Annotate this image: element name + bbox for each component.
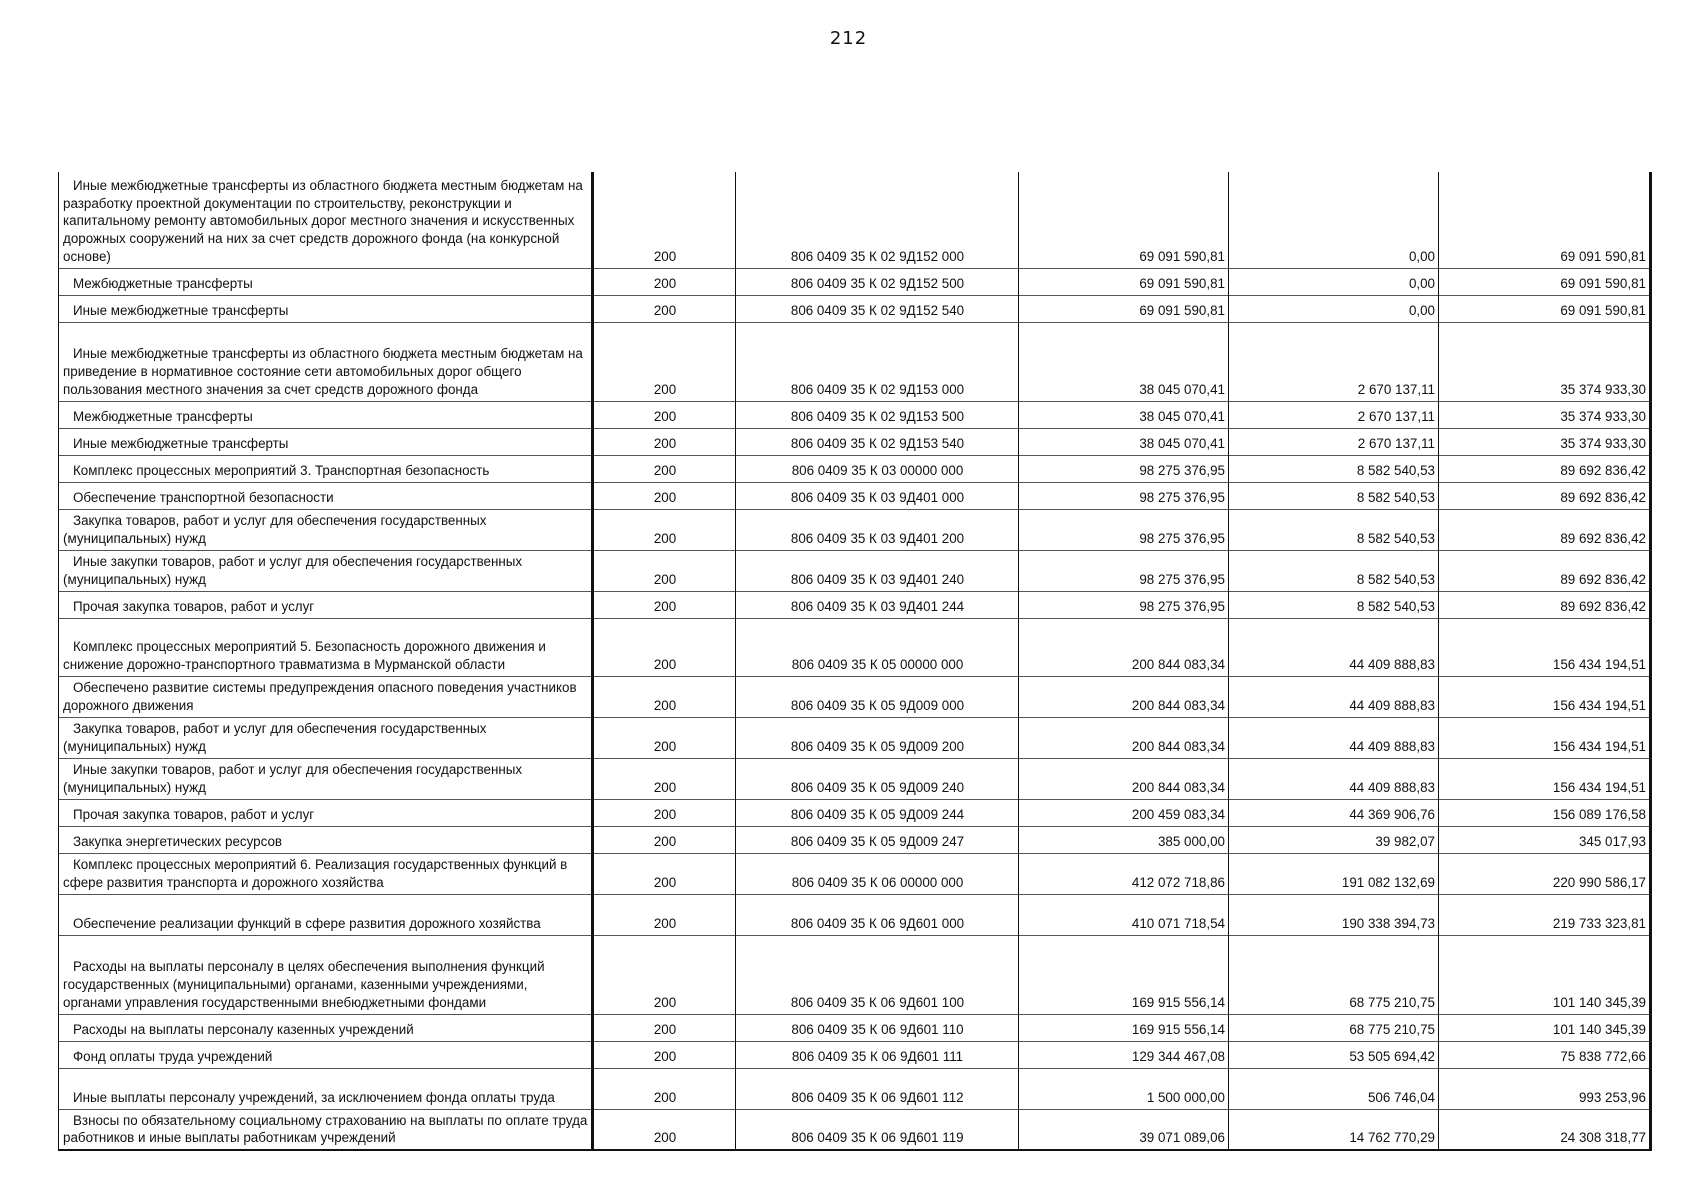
row-unexecuted-amount: 219 733 323,81 bbox=[1439, 894, 1651, 935]
row-executed-amount: 68 775 210,75 bbox=[1229, 1014, 1439, 1041]
row-budget-code: 806 0409 35 К 03 9Д401 244 bbox=[736, 591, 1019, 618]
row-unexecuted-amount: 35 374 933,30 bbox=[1439, 401, 1651, 428]
table-row bbox=[59, 550, 1651, 591]
row-admin-code: 200 bbox=[593, 676, 736, 717]
table-row bbox=[59, 401, 1651, 428]
row-admin-code: 200 bbox=[593, 1041, 736, 1068]
row-admin-code: 200 bbox=[593, 1014, 736, 1041]
row-unexecuted-amount: 156 089 176,58 bbox=[1439, 799, 1651, 826]
row-budget-code: 806 0409 35 К 06 9Д601 111 bbox=[736, 1041, 1019, 1068]
row-admin-code: 200 bbox=[593, 853, 736, 894]
row-name bbox=[59, 935, 593, 1014]
row-name bbox=[59, 758, 593, 799]
row-name-text: Прочая закупка товаров, работ и услуг bbox=[73, 806, 315, 822]
row-approved-amount: 200 844 083,34 bbox=[1019, 618, 1229, 676]
row-executed-amount: 8 582 540,53 bbox=[1229, 509, 1439, 550]
table-row bbox=[59, 1068, 1651, 1109]
row-admin-code: 200 bbox=[593, 758, 736, 799]
row-approved-amount: 200 844 083,34 bbox=[1019, 676, 1229, 717]
row-name-text: Комплекс процессных мероприятий 6. Реализация государственных функций в сфере развития транспорта и дорожного хозяйства bbox=[63, 857, 568, 890]
table-row bbox=[59, 717, 1651, 758]
row-budget-code: 806 0409 35 К 06 9Д601 110 bbox=[736, 1014, 1019, 1041]
row-name-text: Прочая закупка товаров, работ и услуг bbox=[73, 598, 315, 614]
row-approved-amount: 69 091 590,81 bbox=[1019, 172, 1229, 268]
row-unexecuted-amount: 156 434 194,51 bbox=[1439, 717, 1651, 758]
row-budget-code: 806 0409 35 К 06 00000 000 bbox=[736, 853, 1019, 894]
table-row bbox=[59, 428, 1651, 455]
row-executed-amount: 44 409 888,83 bbox=[1229, 717, 1439, 758]
row-admin-code: 200 bbox=[593, 1068, 736, 1109]
row-budget-code: 806 0409 35 К 02 9Д152 500 bbox=[736, 268, 1019, 295]
row-name bbox=[59, 401, 593, 428]
row-admin-code: 200 bbox=[593, 455, 736, 482]
row-unexecuted-amount: 101 140 345,39 bbox=[1439, 935, 1651, 1014]
row-approved-amount: 98 275 376,95 bbox=[1019, 509, 1229, 550]
row-admin-code: 200 bbox=[593, 428, 736, 455]
row-name bbox=[59, 428, 593, 455]
row-name bbox=[59, 1014, 593, 1041]
table-row bbox=[59, 1041, 1651, 1068]
row-executed-amount: 44 409 888,83 bbox=[1229, 758, 1439, 799]
row-budget-code: 806 0409 35 К 02 9Д152 000 bbox=[736, 172, 1019, 268]
budget-execution-table bbox=[58, 172, 1652, 1151]
row-budget-code: 806 0409 35 К 05 9Д009 244 bbox=[736, 799, 1019, 826]
row-name-text: Иные межбюджетные трансферты из областного бюджета местным бюджетам на приведение в нормативное состояние сети автомобильных дорог общего пользования местного значения за счет средств дорожного фонда bbox=[63, 346, 583, 397]
row-budget-code: 806 0409 35 К 06 9Д601 119 bbox=[736, 1109, 1019, 1150]
row-budget-code: 806 0409 35 К 05 9Д009 200 bbox=[736, 717, 1019, 758]
row-executed-amount: 44 409 888,83 bbox=[1229, 618, 1439, 676]
row-approved-amount: 98 275 376,95 bbox=[1019, 482, 1229, 509]
row-name bbox=[59, 826, 593, 853]
row-budget-code: 806 0409 35 К 05 9Д009 240 bbox=[736, 758, 1019, 799]
row-name bbox=[59, 1041, 593, 1068]
row-unexecuted-amount: 220 990 586,17 bbox=[1439, 853, 1651, 894]
table-row bbox=[59, 268, 1651, 295]
row-name-text: Межбюджетные трансферты bbox=[73, 408, 253, 424]
row-unexecuted-amount: 156 434 194,51 bbox=[1439, 758, 1651, 799]
row-name-text: Взносы по обязательному социальному страхованию на выплаты по оплате труда работников и иные выплаты работникам учреждений bbox=[63, 1112, 588, 1146]
row-approved-amount: 1 500 000,00 bbox=[1019, 1068, 1229, 1109]
row-admin-code: 200 bbox=[593, 295, 736, 322]
row-name bbox=[59, 295, 593, 322]
row-name bbox=[59, 676, 593, 717]
row-approved-amount: 38 045 070,41 bbox=[1019, 401, 1229, 428]
row-approved-amount: 200 844 083,34 bbox=[1019, 758, 1229, 799]
row-admin-code: 200 bbox=[593, 401, 736, 428]
table-row bbox=[59, 591, 1651, 618]
row-name bbox=[59, 618, 593, 676]
row-name bbox=[59, 1109, 593, 1150]
table-row bbox=[59, 322, 1651, 401]
table-row bbox=[59, 482, 1651, 509]
row-executed-amount: 14 762 770,29 bbox=[1229, 1109, 1439, 1150]
row-name bbox=[59, 482, 593, 509]
row-unexecuted-amount: 101 140 345,39 bbox=[1439, 1014, 1651, 1041]
table-row bbox=[59, 676, 1651, 717]
row-unexecuted-amount: 89 692 836,42 bbox=[1439, 455, 1651, 482]
row-budget-code: 806 0409 35 К 06 9Д601 100 bbox=[736, 935, 1019, 1014]
row-budget-code: 806 0409 35 К 05 9Д009 247 bbox=[736, 826, 1019, 853]
row-approved-amount: 410 071 718,54 bbox=[1019, 894, 1229, 935]
row-name bbox=[59, 717, 593, 758]
row-executed-amount: 0,00 bbox=[1229, 268, 1439, 295]
row-name-text: Обеспечение реализации функций в сфере развития дорожного хозяйства bbox=[73, 915, 541, 931]
row-admin-code: 200 bbox=[593, 717, 736, 758]
row-name bbox=[59, 591, 593, 618]
table-row bbox=[59, 509, 1651, 550]
table-row bbox=[59, 295, 1651, 322]
row-name-text: Иные межбюджетные трансферты bbox=[73, 302, 289, 318]
row-executed-amount: 53 505 694,42 bbox=[1229, 1041, 1439, 1068]
row-unexecuted-amount: 35 374 933,30 bbox=[1439, 322, 1651, 401]
row-approved-amount: 39 071 089,06 bbox=[1019, 1109, 1229, 1150]
table-row bbox=[59, 894, 1651, 935]
row-approved-amount: 169 915 556,14 bbox=[1019, 935, 1229, 1014]
row-name-text: Комплекс процессных мероприятий 3. Транспортная безопасность bbox=[73, 462, 490, 478]
row-admin-code: 200 bbox=[593, 799, 736, 826]
row-budget-code: 806 0409 35 К 06 9Д601 000 bbox=[736, 894, 1019, 935]
row-executed-amount: 8 582 540,53 bbox=[1229, 482, 1439, 509]
row-admin-code: 200 bbox=[593, 591, 736, 618]
row-unexecuted-amount: 89 692 836,42 bbox=[1439, 509, 1651, 550]
row-name bbox=[59, 322, 593, 401]
row-executed-amount: 8 582 540,53 bbox=[1229, 455, 1439, 482]
row-unexecuted-amount: 993 253,96 bbox=[1439, 1068, 1651, 1109]
row-executed-amount: 2 670 137,11 bbox=[1229, 401, 1439, 428]
row-approved-amount: 412 072 718,86 bbox=[1019, 853, 1229, 894]
row-executed-amount: 0,00 bbox=[1229, 295, 1439, 322]
row-approved-amount: 98 275 376,95 bbox=[1019, 550, 1229, 591]
row-budget-code: 806 0409 35 К 02 9Д153 540 bbox=[736, 428, 1019, 455]
row-approved-amount: 129 344 467,08 bbox=[1019, 1041, 1229, 1068]
row-approved-amount: 69 091 590,81 bbox=[1019, 268, 1229, 295]
row-name-text: Расходы на выплаты персоналу казенных учреждений bbox=[73, 1021, 414, 1037]
row-budget-code: 806 0409 35 К 05 9Д009 000 bbox=[736, 676, 1019, 717]
row-executed-amount: 190 338 394,73 bbox=[1229, 894, 1439, 935]
table-row bbox=[59, 1014, 1651, 1041]
row-budget-code: 806 0409 35 К 03 00000 000 bbox=[736, 455, 1019, 482]
row-name bbox=[59, 853, 593, 894]
row-name-text: Иные закупки товаров, работ и услуг для обеспечения государственных (муниципальных) нужд bbox=[63, 554, 523, 587]
row-budget-code: 806 0409 35 К 02 9Д152 540 bbox=[736, 295, 1019, 322]
row-approved-amount: 38 045 070,41 bbox=[1019, 428, 1229, 455]
table-row bbox=[59, 455, 1651, 482]
row-approved-amount: 98 275 376,95 bbox=[1019, 591, 1229, 618]
table-row bbox=[59, 826, 1651, 853]
table-row bbox=[59, 172, 1651, 268]
row-name-text: Иные межбюджетные трансферты bbox=[73, 435, 289, 451]
row-name bbox=[59, 1068, 593, 1109]
row-approved-amount: 169 915 556,14 bbox=[1019, 1014, 1229, 1041]
row-name-text: Иные закупки товаров, работ и услуг для обеспечения государственных (муниципальных) нужд bbox=[63, 762, 523, 795]
row-unexecuted-amount: 156 434 194,51 bbox=[1439, 618, 1651, 676]
page-number: 212 bbox=[829, 28, 868, 49]
row-executed-amount: 2 670 137,11 bbox=[1229, 428, 1439, 455]
row-admin-code: 200 bbox=[593, 172, 736, 268]
row-name bbox=[59, 172, 593, 268]
row-approved-amount: 98 275 376,95 bbox=[1019, 455, 1229, 482]
row-unexecuted-amount: 69 091 590,81 bbox=[1439, 268, 1651, 295]
row-unexecuted-amount: 89 692 836,42 bbox=[1439, 550, 1651, 591]
row-admin-code: 200 bbox=[593, 618, 736, 676]
row-approved-amount: 385 000,00 bbox=[1019, 826, 1229, 853]
row-unexecuted-amount: 156 434 194,51 bbox=[1439, 676, 1651, 717]
row-budget-code: 806 0409 35 К 05 00000 000 bbox=[736, 618, 1019, 676]
row-unexecuted-amount: 69 091 590,81 bbox=[1439, 172, 1651, 268]
row-admin-code: 200 bbox=[593, 1109, 736, 1150]
row-unexecuted-amount: 24 308 318,77 bbox=[1439, 1109, 1651, 1150]
row-name-text: Обеспечено развитие системы предупреждения опасного поведения участников дорожного движения bbox=[63, 680, 577, 713]
table-row bbox=[59, 799, 1651, 826]
row-admin-code: 200 bbox=[593, 268, 736, 295]
row-executed-amount: 44 369 906,76 bbox=[1229, 799, 1439, 826]
row-admin-code: 200 bbox=[593, 482, 736, 509]
row-budget-code: 806 0409 35 К 02 9Д153 000 bbox=[736, 322, 1019, 401]
row-admin-code: 200 bbox=[593, 826, 736, 853]
row-name bbox=[59, 550, 593, 591]
table-row bbox=[59, 618, 1651, 676]
row-executed-amount: 506 746,04 bbox=[1229, 1068, 1439, 1109]
row-name-text: Закупка энергетических ресурсов bbox=[73, 833, 282, 849]
row-budget-code: 806 0409 35 К 02 9Д153 500 bbox=[736, 401, 1019, 428]
row-unexecuted-amount: 89 692 836,42 bbox=[1439, 591, 1651, 618]
row-admin-code: 200 bbox=[593, 894, 736, 935]
row-name bbox=[59, 509, 593, 550]
row-budget-code: 806 0409 35 К 03 9Д401 240 bbox=[736, 550, 1019, 591]
row-name-text: Комплекс процессных мероприятий 5. Безопасность дорожного движения и снижение дорожно-транспортного травматизма в Мурманской области bbox=[63, 639, 546, 672]
row-admin-code: 200 bbox=[593, 550, 736, 591]
row-admin-code: 200 bbox=[593, 509, 736, 550]
row-approved-amount: 69 091 590,81 bbox=[1019, 295, 1229, 322]
row-executed-amount: 68 775 210,75 bbox=[1229, 935, 1439, 1014]
row-executed-amount: 0,00 bbox=[1229, 172, 1439, 268]
row-unexecuted-amount: 89 692 836,42 bbox=[1439, 482, 1651, 509]
row-approved-amount: 200 459 083,34 bbox=[1019, 799, 1229, 826]
table-row bbox=[59, 935, 1651, 1014]
row-unexecuted-amount: 345 017,93 bbox=[1439, 826, 1651, 853]
row-executed-amount: 191 082 132,69 bbox=[1229, 853, 1439, 894]
row-executed-amount: 2 670 137,11 bbox=[1229, 322, 1439, 401]
row-name-text: Межбюджетные трансферты bbox=[73, 275, 253, 291]
row-name-text: Расходы на выплаты персоналу в целях обеспечения выполнения функций государственных (муниципальными) органами, казенными учреждениями, органами управления государственными внебюджетными фондами bbox=[63, 959, 545, 1010]
row-executed-amount: 8 582 540,53 bbox=[1229, 550, 1439, 591]
row-admin-code: 200 bbox=[593, 322, 736, 401]
row-unexecuted-amount: 69 091 590,81 bbox=[1439, 295, 1651, 322]
row-name bbox=[59, 455, 593, 482]
row-name-text: Закупка товаров, работ и услуг для обеспечения государственных (муниципальных) нужд bbox=[63, 721, 487, 754]
row-name-text: Иные выплаты персоналу учреждений, за исключением фонда оплаты труда bbox=[73, 1089, 555, 1105]
table-row bbox=[59, 853, 1651, 894]
row-executed-amount: 39 982,07 bbox=[1229, 826, 1439, 853]
table-row bbox=[59, 1109, 1651, 1150]
row-budget-code: 806 0409 35 К 03 9Д401 200 bbox=[736, 509, 1019, 550]
table-row bbox=[59, 758, 1651, 799]
row-name-text: Иные межбюджетные трансферты из областного бюджета местным бюджетам на разработку проектной документации по строительству, реконструкции и капитальному ремонту автомобильных дорог местного значения и искусственных дорожных сооружений на них за счет средств дорожного фонда (на конкурсной основе) bbox=[63, 178, 583, 264]
row-admin-code: 200 bbox=[593, 935, 736, 1014]
row-executed-amount: 44 409 888,83 bbox=[1229, 676, 1439, 717]
row-budget-code: 806 0409 35 К 06 9Д601 112 bbox=[736, 1068, 1019, 1109]
row-name bbox=[59, 799, 593, 826]
row-unexecuted-amount: 35 374 933,30 bbox=[1439, 428, 1651, 455]
row-unexecuted-amount: 75 838 772,66 bbox=[1439, 1041, 1651, 1068]
row-name bbox=[59, 268, 593, 295]
row-name bbox=[59, 894, 593, 935]
row-approved-amount: 200 844 083,34 bbox=[1019, 717, 1229, 758]
row-name-text: Закупка товаров, работ и услуг для обеспечения государственных (муниципальных) нужд bbox=[63, 513, 487, 546]
row-executed-amount: 8 582 540,53 bbox=[1229, 591, 1439, 618]
row-approved-amount: 38 045 070,41 bbox=[1019, 322, 1229, 401]
row-budget-code: 806 0409 35 К 03 9Д401 000 bbox=[736, 482, 1019, 509]
row-name-text: Обеспечение транспортной безопасности bbox=[73, 489, 334, 505]
row-name-text: Фонд оплаты труда учреждений bbox=[73, 1048, 273, 1064]
